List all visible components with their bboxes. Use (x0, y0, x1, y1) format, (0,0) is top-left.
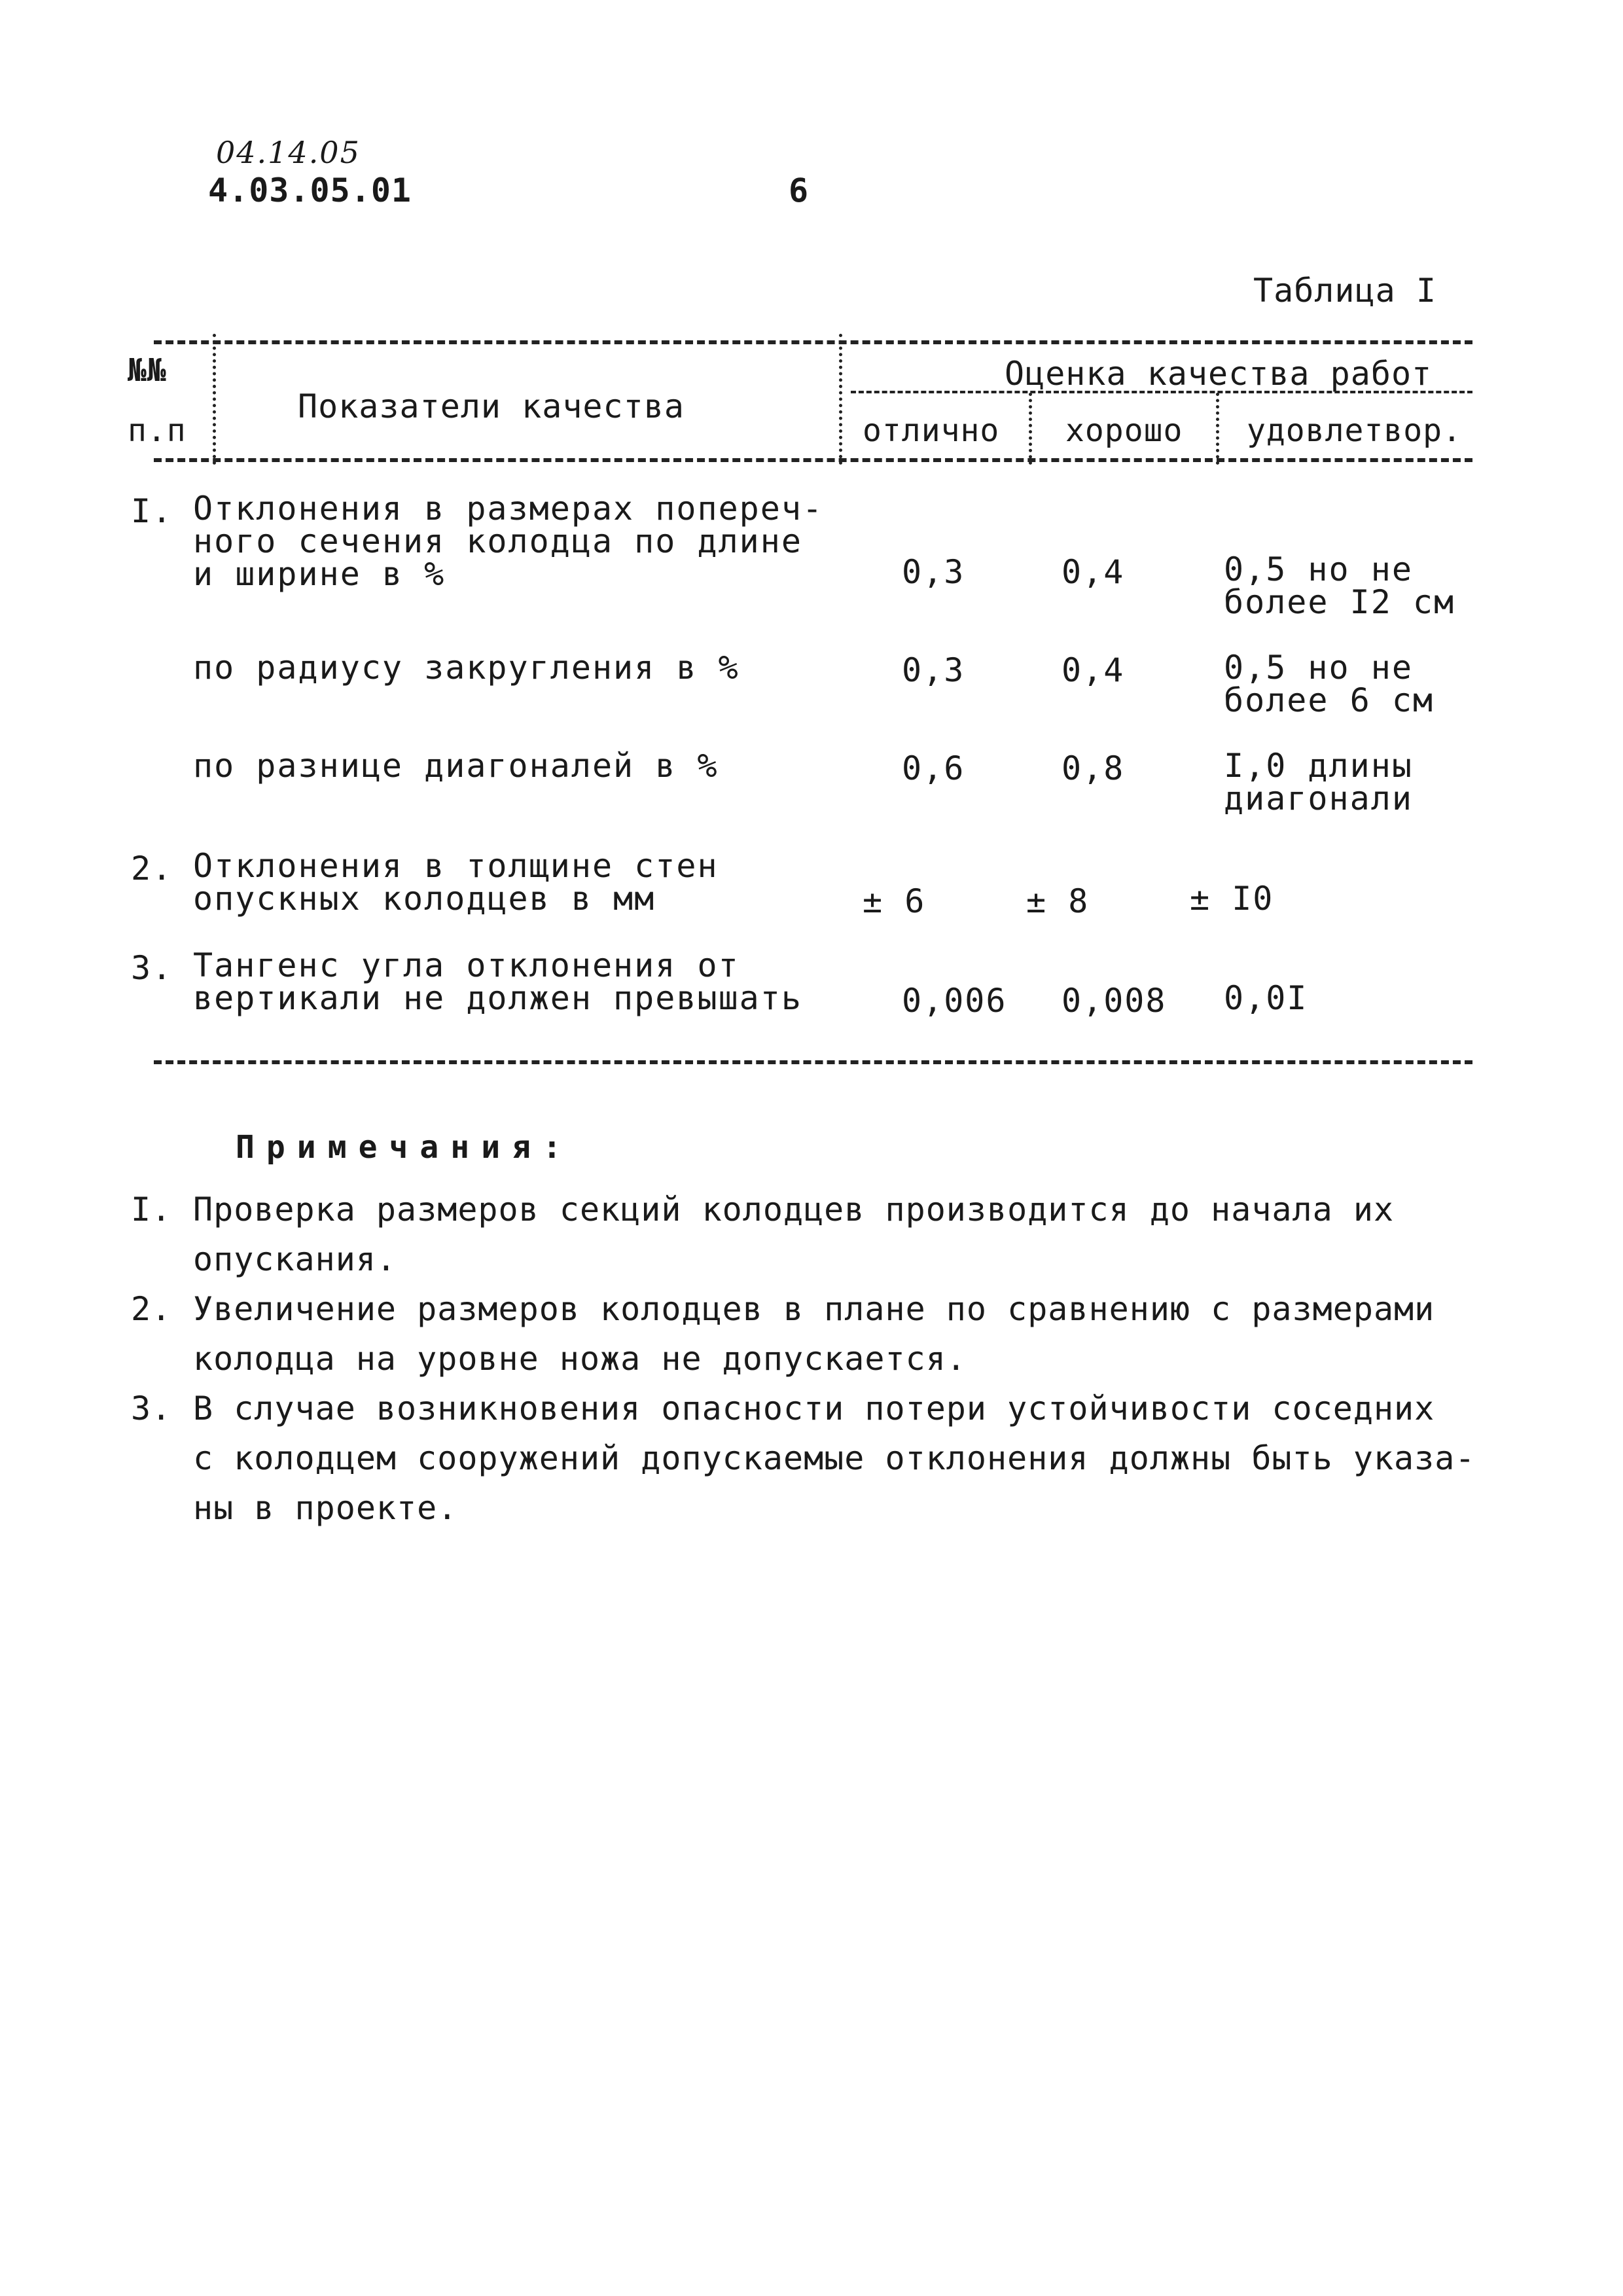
col-satisfactory-header: удовлетвор. (1247, 412, 1462, 449)
col-num-label-2: п.п (128, 412, 187, 449)
note-number: 3. (131, 1390, 172, 1427)
row-indicator-line: Отклонения в толщине стен (193, 847, 719, 885)
row-satisfactory-value (1224, 749, 1413, 815)
row-good-value: 0,008 (1061, 982, 1167, 1020)
row-satisfactory-line: 0,5 но не (1224, 649, 1413, 687)
col-excellent-header: отлично (863, 412, 1000, 449)
row-indicator-line: опускных колодцев в мм (193, 880, 656, 918)
row-good-value: 0,4 (1061, 553, 1125, 591)
excellent-column-separator (1029, 393, 1032, 465)
row-good-value: 0,8 (1061, 749, 1125, 787)
row-good-value: ± 8 (1026, 882, 1090, 920)
row-indicator-text (193, 847, 719, 918)
num-column-separator (213, 334, 216, 465)
row-indicator-line: по радиусу закругления в % (193, 649, 740, 687)
col-indicator-header: Показатели качества (298, 387, 685, 425)
row-indicator-text (193, 747, 719, 785)
note-text (193, 1384, 1475, 1533)
row-satisfactory-line: I,0 длины (1224, 747, 1413, 785)
row-number: 2. (131, 850, 173, 888)
row-number: 3. (131, 949, 173, 987)
row-indicator-line: по разнице диагоналей в % (193, 747, 719, 785)
table-top-rule (154, 340, 1472, 344)
row-indicator-line: Отклонения в размерах попереч- (193, 490, 824, 528)
row-excellent-value: 0,3 (902, 553, 965, 591)
row-number: I. (131, 492, 173, 530)
handwritten-code: 04.14.05 (216, 135, 361, 170)
note-line: ны в проекте. (193, 1489, 458, 1527)
row-excellent-value: 0,006 (902, 982, 1007, 1020)
row-excellent-value: 0,6 (902, 749, 965, 787)
table-bottom-rule (154, 1060, 1472, 1064)
note-line: с колодцем сооружений допускаемые отклонения должны быть указа- (193, 1439, 1476, 1477)
row-indicator-line: Тангенс угла отклонения от (193, 946, 740, 984)
row-satisfactory-line: ± I0 (1190, 880, 1274, 918)
col-num-label: №№ (128, 352, 167, 389)
row-satisfactory-line: 0,5 но не (1224, 550, 1413, 588)
row-indicator-text (193, 946, 802, 1017)
row-indicator-line: и ширине в % (193, 555, 446, 593)
row-satisfactory-line: более I2 см (1224, 583, 1455, 621)
note-line: опускания. (193, 1240, 397, 1278)
notes-heading: Примечания: (236, 1129, 573, 1166)
note-line: Увеличение размеров колодцев в плане по сравнению с размерами (193, 1290, 1435, 1328)
note-line: Проверка размеров секций колодцев производится до начала их (193, 1191, 1395, 1229)
note-number: I. (131, 1191, 172, 1229)
document-code: 4.03.05.01 (208, 171, 412, 209)
row-satisfactory-value (1190, 880, 1274, 918)
page-number: 6 (789, 171, 810, 209)
note-line: В случае возникновения опасности потери устойчивости соседних (193, 1390, 1435, 1427)
row-good-value: 0,4 (1061, 651, 1125, 689)
row-satisfactory-value (1224, 979, 1308, 1017)
col-group-header: Оценка качества работ (1005, 355, 1433, 393)
row-indicator-text (193, 649, 740, 687)
note-line: колодца на уровне ножа не допускается. (193, 1340, 967, 1378)
row-indicator-line: ного сечения колодца по длине (193, 522, 802, 560)
row-excellent-value: ± 6 (863, 882, 926, 920)
row-satisfactory-value (1224, 651, 1434, 717)
table-header-rule (154, 458, 1472, 462)
row-satisfactory-value (1224, 550, 1455, 621)
table-title: Таблица I (1253, 272, 1436, 310)
row-satisfactory-line: 0,0I (1224, 979, 1308, 1017)
row-indicator-line: вертикали не должен превышать (193, 979, 802, 1017)
note-number: 2. (131, 1290, 172, 1328)
note-text (193, 1185, 1394, 1284)
row-satisfactory-line: диагонали (1224, 780, 1413, 817)
col-good-header: хорошо (1065, 412, 1183, 449)
row-satisfactory-line: более 6 см (1224, 681, 1435, 719)
indicator-column-separator (839, 334, 842, 465)
row-excellent-value: 0,3 (902, 651, 965, 689)
good-column-separator (1216, 393, 1219, 465)
row-indicator-text (193, 490, 824, 593)
note-text (193, 1284, 1435, 1384)
